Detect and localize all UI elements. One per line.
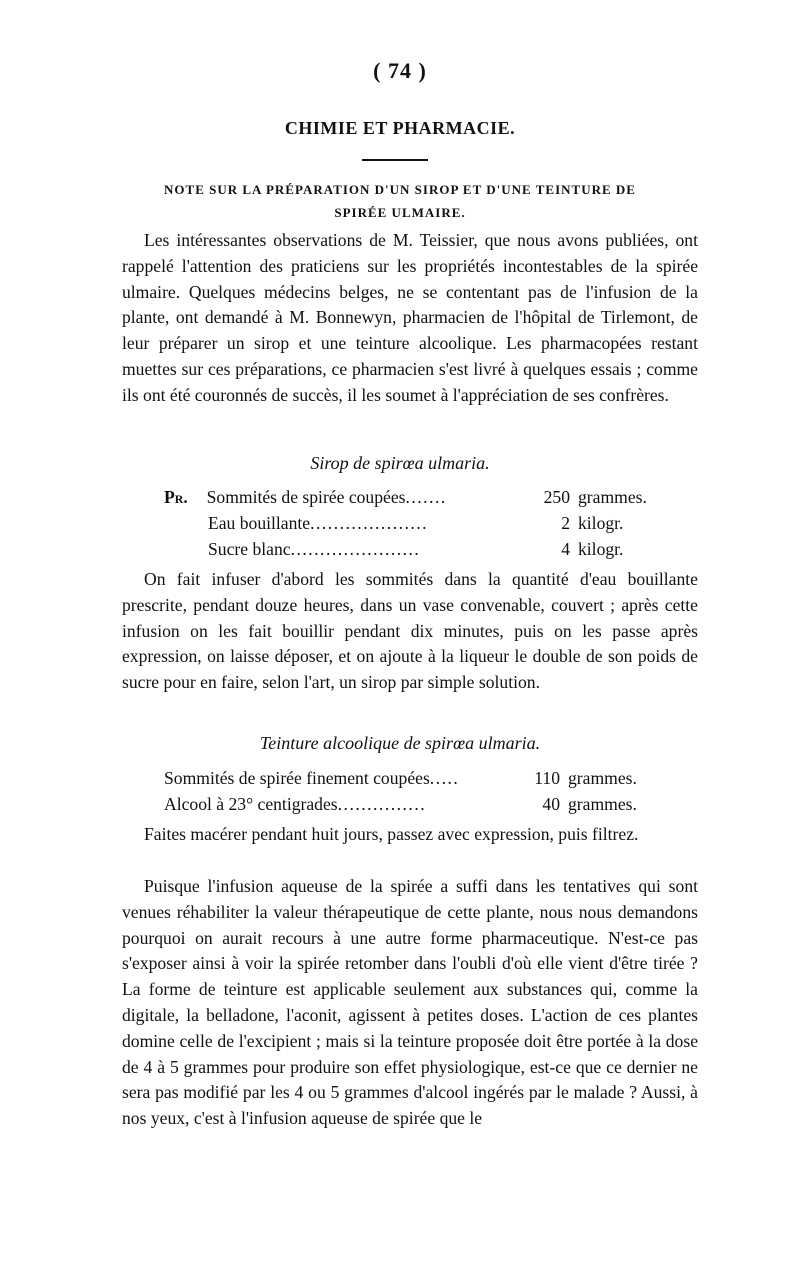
note-title xyxy=(150,178,650,224)
recipe-1-title: Sirop de spirœa ulmaria. xyxy=(310,453,490,473)
divider-rule xyxy=(362,159,428,161)
section-title: CHIMIE ET PHARMACIE. xyxy=(284,118,516,138)
recipe-1-item-2-unit: kilogr. xyxy=(578,513,624,533)
recipe-2-item-1-unit: grammes. xyxy=(568,768,637,788)
recipe-2-row-2 xyxy=(164,791,426,817)
paragraph-4: Puisque l'infusion aqueuse de la spirée a suffi dans les tentatives qui sont venues réhabiliter la valeur thérapeutique de cette plante, nous nous demandons pourquoi on aurait recours à une autre forme pharmaceutique. N'est-ce pas s'exposer ainsi à voir la spirée retomber dans l'oubli d'où elle vient d'être tirée ? La forme de teinture est applicable seulement aux substances qui, comme la digitale, la belladone, l'aconit, agissent à petites doses. L'action de ces plantes domine celle de l'excipient ; mais si la teinture proposée doit être portée à la dose de 4 à 5 grammes pour produire son effet physiologique, est-ce que ce dernier ne sera pas modifié par les 4 ou 5 grammes d'alcool ingérés par le malade ? Aussi, à nos yeux, c'est à l'infusion aqueuse de spirée que le xyxy=(122,876,698,1129)
recipe-2-item-1-dots: ..... xyxy=(429,768,460,788)
recipe-2-item-1-label: Sommités de spirée finement coupées xyxy=(164,768,430,788)
note-title-line-2: SPIRÉE ULMAIRE. xyxy=(334,205,466,220)
note-title-line-1: NOTE SUR LA PRÉPARATION D'UN SIROP ET D'UNE TEINTURE DE xyxy=(164,182,636,197)
recipe-1-item-1-label: Sommités de spirée coupées xyxy=(206,487,406,507)
paragraph-2: On fait infuser d'abord les sommités dans la quantité d'eau bouillante prescrite, pendant douze heures, dans un vase convenable, couvert ; après cette infusion on les fait bouillir pendant dix minutes, puis on les passe après expression, on laisse déposer, et on ajoute à la liqueur le double de son poids de sucre pour en faire, selon l'art, un sirop par simple solution. xyxy=(122,569,698,693)
recipe-1-item-3-dots: ...................... xyxy=(290,539,421,559)
recipe-1-item-1-qty: 250 xyxy=(543,487,570,507)
paragraph-3: Faites macérer pendant huit jours, passez avec expression, puis filtrez. xyxy=(144,824,639,844)
recipe-2-item-1-qty: 110 xyxy=(534,768,560,788)
recipe-1-prefix: Pr. xyxy=(164,487,188,507)
recipe-1-row-2 xyxy=(208,510,428,536)
recipe-1-item-3-label: Sucre blanc xyxy=(208,539,291,559)
recipe-1-item-2-dots: .................... xyxy=(310,513,429,533)
recipe-1-item-1-unit: grammes. xyxy=(578,487,647,507)
recipe-2-item-2-qty: 40 xyxy=(542,794,560,814)
recipe-1-item-2-label: Eau bouillante xyxy=(208,513,311,533)
recipe-2-item-2-dots: ............... xyxy=(337,794,427,814)
recipe-2-title: Teinture alcoolique de spirœa ulmaria. xyxy=(259,733,541,753)
recipe-1-item-1-dots: ....... xyxy=(405,487,447,507)
recipe-1-item-2-qty: 2 xyxy=(561,513,570,533)
recipe-1-item-3-unit: kilogr. xyxy=(578,539,624,559)
recipe-1-row-3 xyxy=(208,536,420,562)
recipe-2-row-1 xyxy=(164,765,459,791)
page-number: ( 74 ) xyxy=(373,58,427,83)
intro-paragraph: Les intéressantes observations de M. Teissier, que nous avons publiées, ont rappelé l'attention des praticiens sur les propriétés incontestables de la spirée ulmaire. Quelques médecins belges, ne se contentant pas de l'infusion de la plante, ont demandé à M. Bonnewyn, pharmacien de l'hôpital de Tirlemont, de leur préparer un sirop et une teinture alcoolique. Les pharmacopées restant muettes sur ces préparations, ce pharmacien s'est livré à quelques essais ; comme ils ont été couronnés de succès, il les soumet à l'appréciation de ses confrères. xyxy=(122,230,698,405)
recipe-2-item-2-label: Alcool à 23° centigrades xyxy=(164,794,338,814)
recipe-2-item-2-unit: grammes. xyxy=(568,794,637,814)
recipe-1-item-3-qty: 4 xyxy=(561,539,570,559)
recipe-1-row-1 xyxy=(164,484,447,510)
